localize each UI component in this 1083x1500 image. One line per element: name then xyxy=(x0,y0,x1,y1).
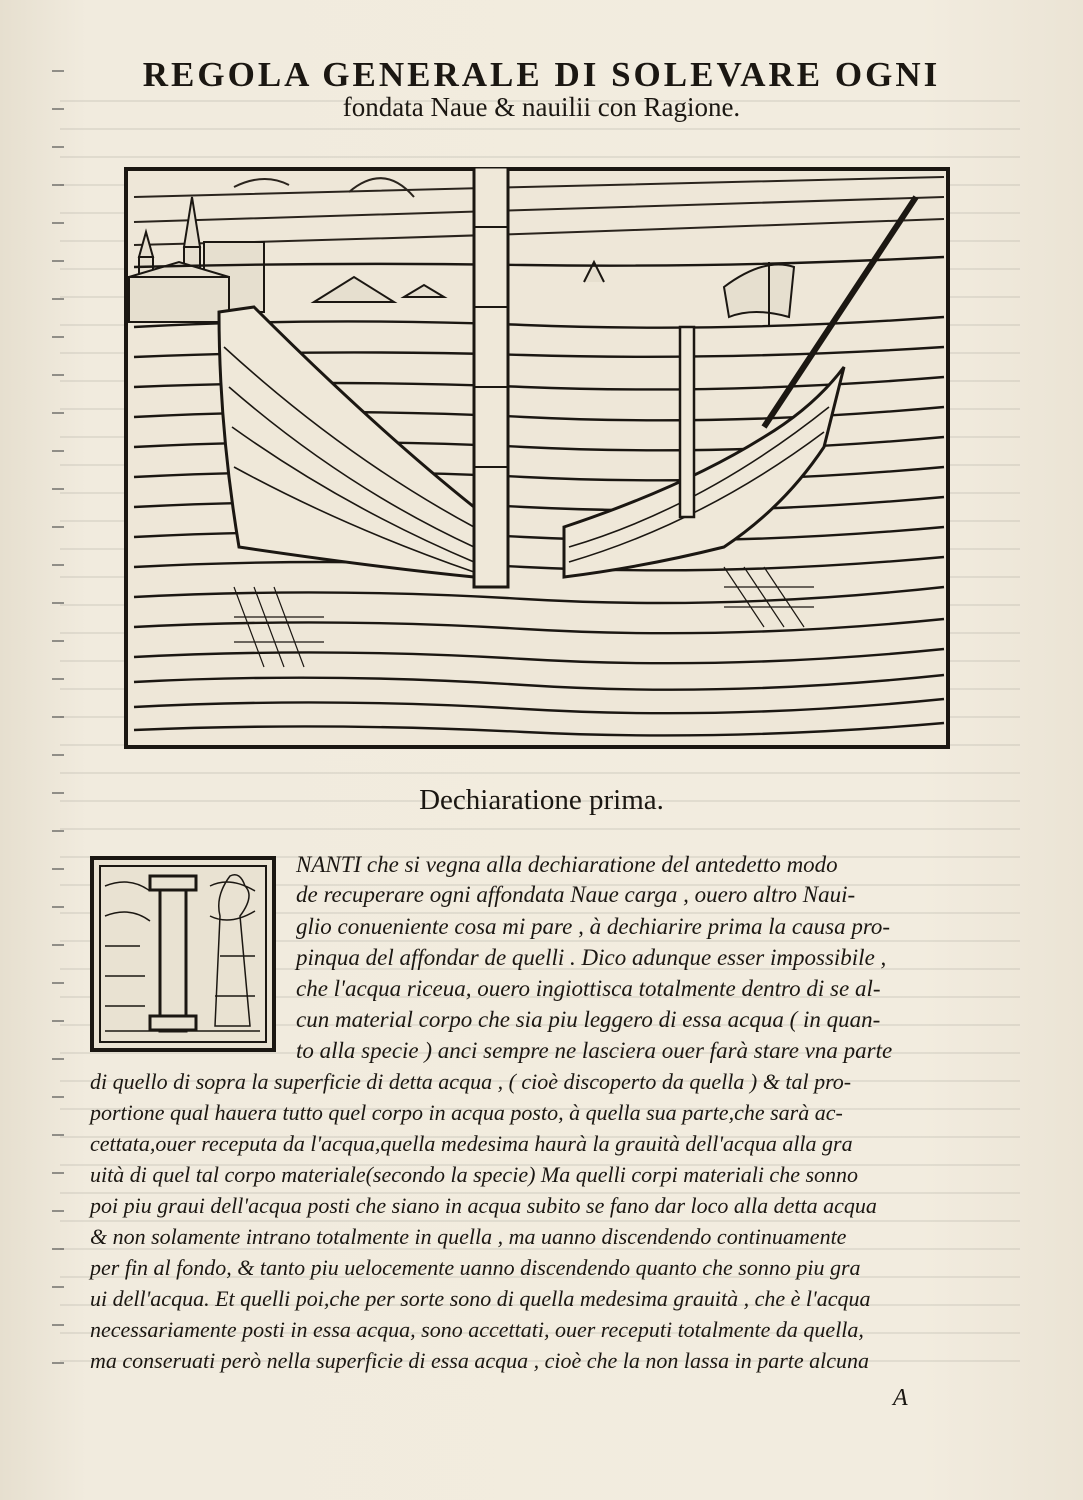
body-line: uità di quel tal corpo materiale(secondo la specie) Ma quelli corpi materiali che sonno xyxy=(90,1162,859,1187)
body-line: portione qual hauera tutto quel corpo in acqua posto, à quella sua parte,che sarà ac- xyxy=(90,1100,843,1125)
body-line: di quello di sopra la superficie di detta acqua , ( cioè discoperto da quella ) & tal pro- xyxy=(90,1069,852,1094)
body-line: & non solamente intrano totalmente in quella , ma uanno discendendo continuamente xyxy=(90,1224,847,1249)
body-line: NANTI che si vegna alla dechiaratione del antedetto modo xyxy=(296,852,838,877)
signature-mark: A xyxy=(893,1385,908,1411)
ship-woodcut-icon xyxy=(124,167,950,749)
body-line: ma conseruati però nella superficie di essa acqua , cioè che la non lassa in parte alcuna xyxy=(90,1348,870,1373)
body-line: necessariamente posti in essa acqua, sono accettati, ouer receputi totalmente da quella, xyxy=(90,1317,864,1342)
body-line: per fin al fondo, & tanto piu uelocemente uanno discendendo quanto che sonno piu gra xyxy=(90,1255,861,1280)
page-subtitle: fondata Naue & nauilii con Ragione. xyxy=(342,92,741,122)
body-line: pinqua del affondar de quelli . Dico adunque esser impossibile , xyxy=(296,945,887,970)
body-line: poi piu graui dell'acqua posti che siano in acqua subito se fano dar loco alla detta acqua xyxy=(90,1193,877,1218)
body-line: che l'acqua riceua, ouero ingiottisca totalmente dentro di se al- xyxy=(296,976,881,1001)
section-heading: Dechiaratione prima. xyxy=(419,784,664,816)
page-title: REGOLA GENERALE DI SOLEVARE OGNI xyxy=(142,55,941,94)
decorated-initial-icon xyxy=(90,856,276,1052)
body-line: to alla specie ) anci sempre ne lasciera ouer farà stare vna parte xyxy=(296,1038,893,1063)
body-line: cettata,ouer receputa da l'acqua,quella medesima haurà la grauità dell'acqua alla gra xyxy=(90,1131,853,1156)
body-line: cun material corpo che sia piu leggero di essa acqua ( in quan- xyxy=(296,1007,881,1032)
body-line: glio conueniente cosa mi pare , à dechiarire prima la causa pro- xyxy=(296,914,891,939)
body-line: de recuperare ogni affondata Naue carga , ouero altro Naui- xyxy=(296,882,856,907)
body-line: ui dell'acqua. Et quelli poi,che per sorte sono di quella medesima grauità , che è l'acqua xyxy=(90,1286,871,1311)
